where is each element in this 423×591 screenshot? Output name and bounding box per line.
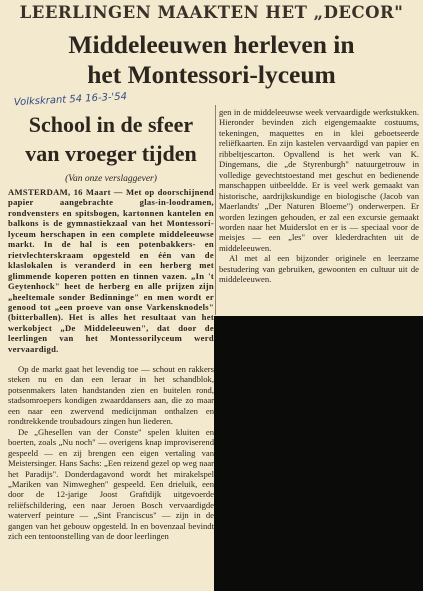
column-divider bbox=[215, 105, 216, 315]
article-paragraph: De „Ghesellen van der Conste" spelen kluiten en boerten, zoals „Nu noch" — overigens knap improviserend gespeeld — en zij brengen een eigen vertaling van Meistersinger. Hans Sachs: „Een reizend gezel op weg naar het Paradijs". Donderdagavond wordt het mirakelspel „Mariken van Nimweghen" gespeeld. Een drieluik, een door de 12-jarige Joost Graftdijk uitgevoerde reliëfschildering, een naar Jeroen Bosch vervaardigde waterverf peinture — „Sint Franciscus" — zijn in de gangen van het gebouw opgesteld. In en bovenzaal bevindt zich een tentoonstelling van de door leerlingen bbox=[8, 426, 214, 542]
article-column-left-bottom bbox=[8, 364, 214, 591]
subhead-line-1: School in de sfeer bbox=[28, 112, 194, 137]
article-paragraph: Op de markt gaat het levendig toe — schout en rakkers steken nu en dan een leraar in het schandblok, potsenmakers laten handstanden zien en buitelen rond, stadsomroepers kondigen zwaarddansers aan, die zo maar een naar een zwervend medicijnman onthalzen en rondtrekkende troubadours zingen hun liederen. bbox=[8, 364, 214, 427]
subhead-line-2: van vroeger tijden bbox=[25, 141, 197, 166]
kicker-headline: LEERLINGEN MAAKTEN HET „DECOR" bbox=[19, 3, 404, 22]
scan-background-area bbox=[214, 316, 423, 591]
article-paragraph: AMSTERDAM, 16 Maart — Met op doorschijnend papier aangebrachte glas-in-loodramen, rondvensters en spitsbogen, kartonnen kantelen en balkons is de gymnastiekzaal van het Montessori-lyceum herschapen in een complete middeleeuwse markt. In de hal is een potenbakkers- en rietvlechterskraam opgesteld en één van de klaslokalen is veranderd in een herberg met glimmende koperen potten en tinnen vazen. „In 't Geytenhock" heet de herberg en alle prijzen zijn „heeltemale sonder Bedinninge" en men wordt er genood tot „een proeve van onse Varkensknodels" (bitterballen). Het is alles het resultaat van het werkobject „De Middeleeuwen", dat door de leerlingen van het Montessorilyceum werd vervaardigd. bbox=[8, 187, 214, 354]
article-paragraph: gen in de middeleeuwse week vervaardigde werkstukken. Hieronder bevinden zich eigengemaakte costuums, tekeningen, maquettes en in klei geboetseerde reliëfkaarten. En zijn kastelen vervaardigd van papier en ribbeltjescarton. Opvallend is het werk van K. Dingemans, die „de Styrenburgh" natuurgetrouw in volledige gevechtstoestand met geschut en bedienende manschappen uitbeeldde. Er is veel werk gemaakt van historische, aardrijkskundige en biologische (Jacob van Maerlandts' „Der Naturen Bloeme") onderwerpen. Er worden lezingen gehouden, er zal een excursie gemaakt worden naar het Muiderslot en er is — speciaal voor de meisjes — een „les" over klederdrachten uit de middeleeuwen. bbox=[219, 107, 419, 253]
handwritten-annotation: Volkskrant 54 16-3-'54 bbox=[13, 91, 128, 109]
headline-line-2: het Montessori-lyceum bbox=[87, 60, 336, 89]
article-column-right bbox=[219, 107, 419, 315]
main-headline bbox=[0, 30, 423, 90]
byline: (Van onze verslaggever) bbox=[65, 174, 157, 184]
headline-line-1: Middeleeuwen herleven in bbox=[68, 30, 355, 59]
article-column-left-top bbox=[8, 187, 214, 363]
subheadline bbox=[4, 110, 218, 168]
article-paragraph: Al met al een bijzonder originele en leerzame bestudering van gebruiken, gewoonten en cultuur uit de middeleeuwen. bbox=[219, 253, 419, 285]
